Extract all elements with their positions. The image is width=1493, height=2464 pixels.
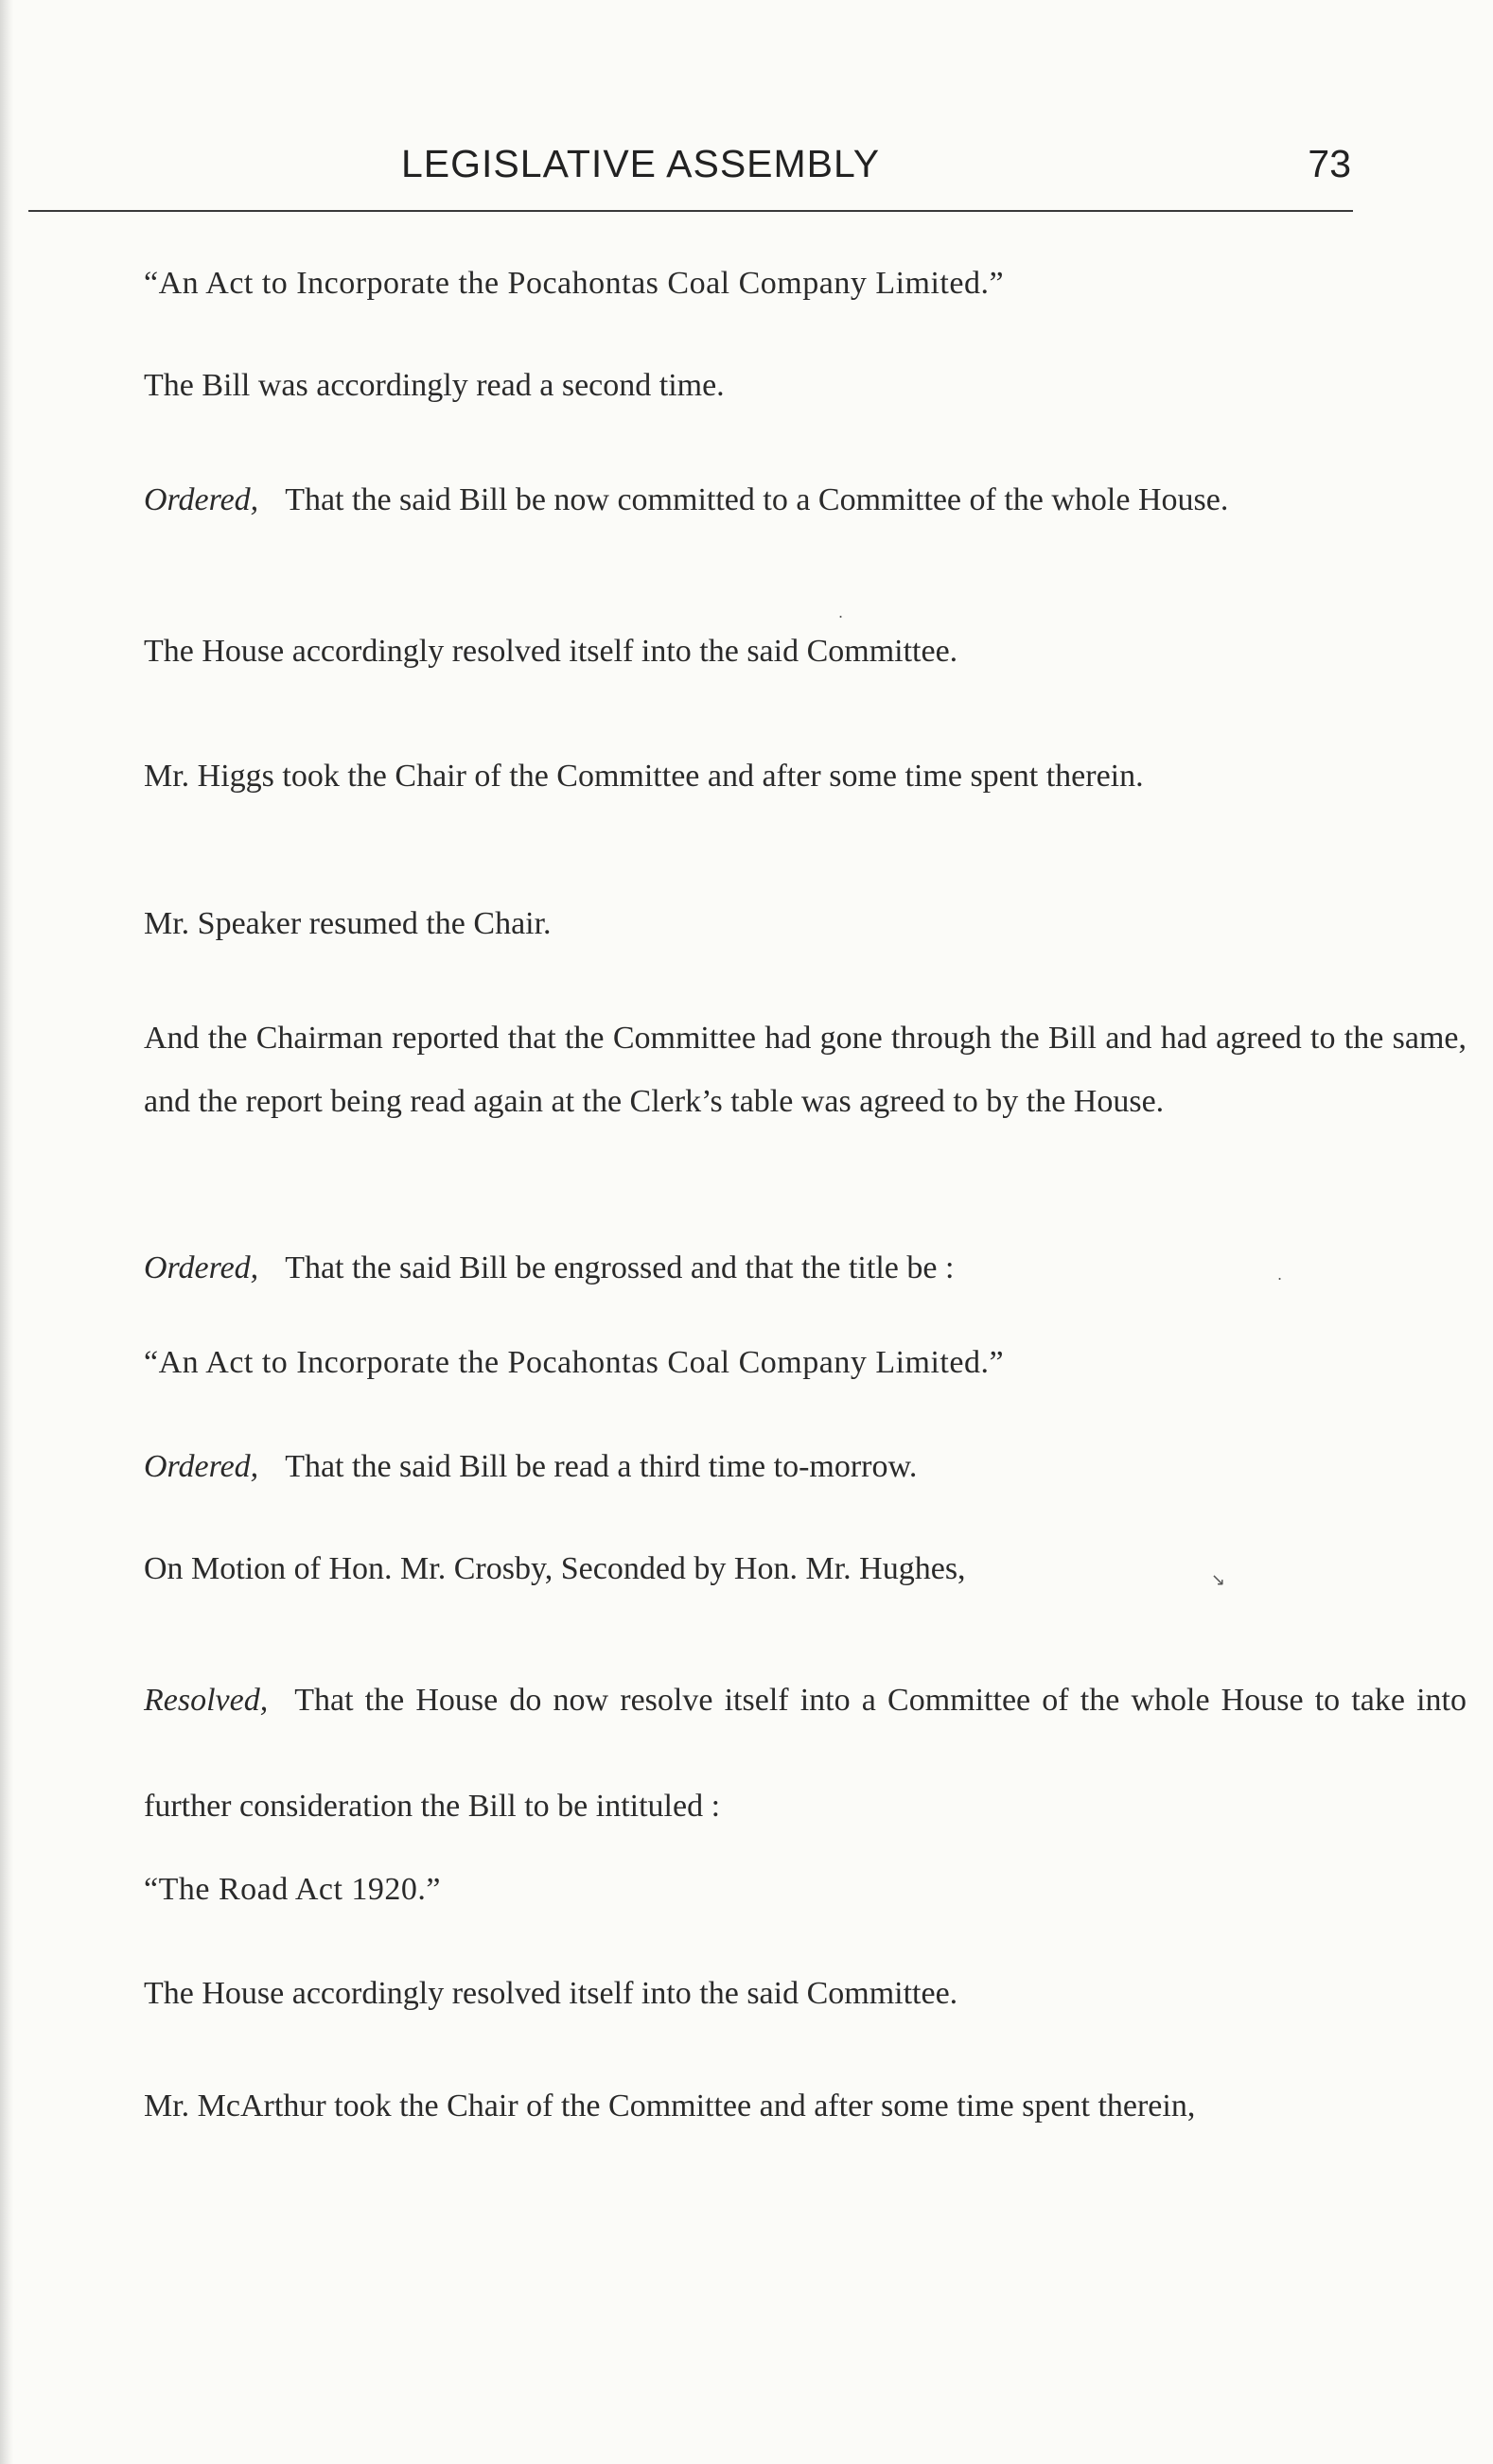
print-speck: .: [1277, 1266, 1283, 1284]
paragraph-mcarthur-chair: Mr. McArthur took the Chair of the Committee and after some time spent therein,: [144, 2088, 1196, 2123]
paragraph-ordered-third-reading: Ordered, That the said Bill be read a third time to-morrow.: [144, 1449, 918, 1484]
running-head-title: LEGISLATIVE ASSEMBLY: [401, 142, 881, 185]
page-number: 73: [1308, 142, 1351, 185]
paragraph-chairman-report: And the Chairman reported that the Committee had gone through the Bill and had agreed to the same, and the report being read again at the Clerk’s table was agreed to by the House.: [144, 1021, 1467, 1119]
paragraph-motion-crosby: On Motion of Hon. Mr. Crosby, Seconded by Hon. Mr. Hughes,: [144, 1551, 966, 1586]
page-header: [28, 132, 1351, 189]
paragraph-resolved-road-act: Resolved, That the House do now resolve itself into a Committee of the whole House to take into further consideration the Bill to be intituled :: [144, 1683, 1467, 1824]
paragraph-second-reading: The Bill was accordingly read a second time.: [144, 368, 725, 403]
paragraph-road-act-title: “The Road Act 1920.”: [144, 1872, 442, 1907]
paragraph-act-title-1: “An Act to Incorporate the Pocahontas Coal Company Limited.”: [144, 266, 1005, 301]
header-rule: [28, 210, 1353, 212]
paragraph-resolved-committee-2: The House accordingly resolved itself into the said Committee.: [144, 1976, 958, 2011]
paragraph-ordered-committed: Ordered, That the said Bill be now committed to a Committee of the whole House.: [144, 482, 1229, 517]
page-spine-shadow: [0, 0, 13, 2464]
print-speck: .: [838, 603, 844, 621]
print-speck: ↘: [1211, 1570, 1226, 1590]
paragraph-speaker-resumed: Mr. Speaker resumed the Chair.: [144, 906, 552, 941]
paragraph-act-title-2: “An Act to Incorporate the Pocahontas Coal Company Limited.”: [144, 1345, 1005, 1380]
paragraph-ordered-engrossed: Ordered, That the said Bill be engrossed and that the title be :: [144, 1250, 955, 1285]
paragraph-higgs-chair: Mr. Higgs took the Chair of the Committee and after some time spent therein.: [144, 759, 1144, 794]
paragraph-resolved-committee-1: The House accordingly resolved itself into the said Committee.: [144, 634, 958, 669]
